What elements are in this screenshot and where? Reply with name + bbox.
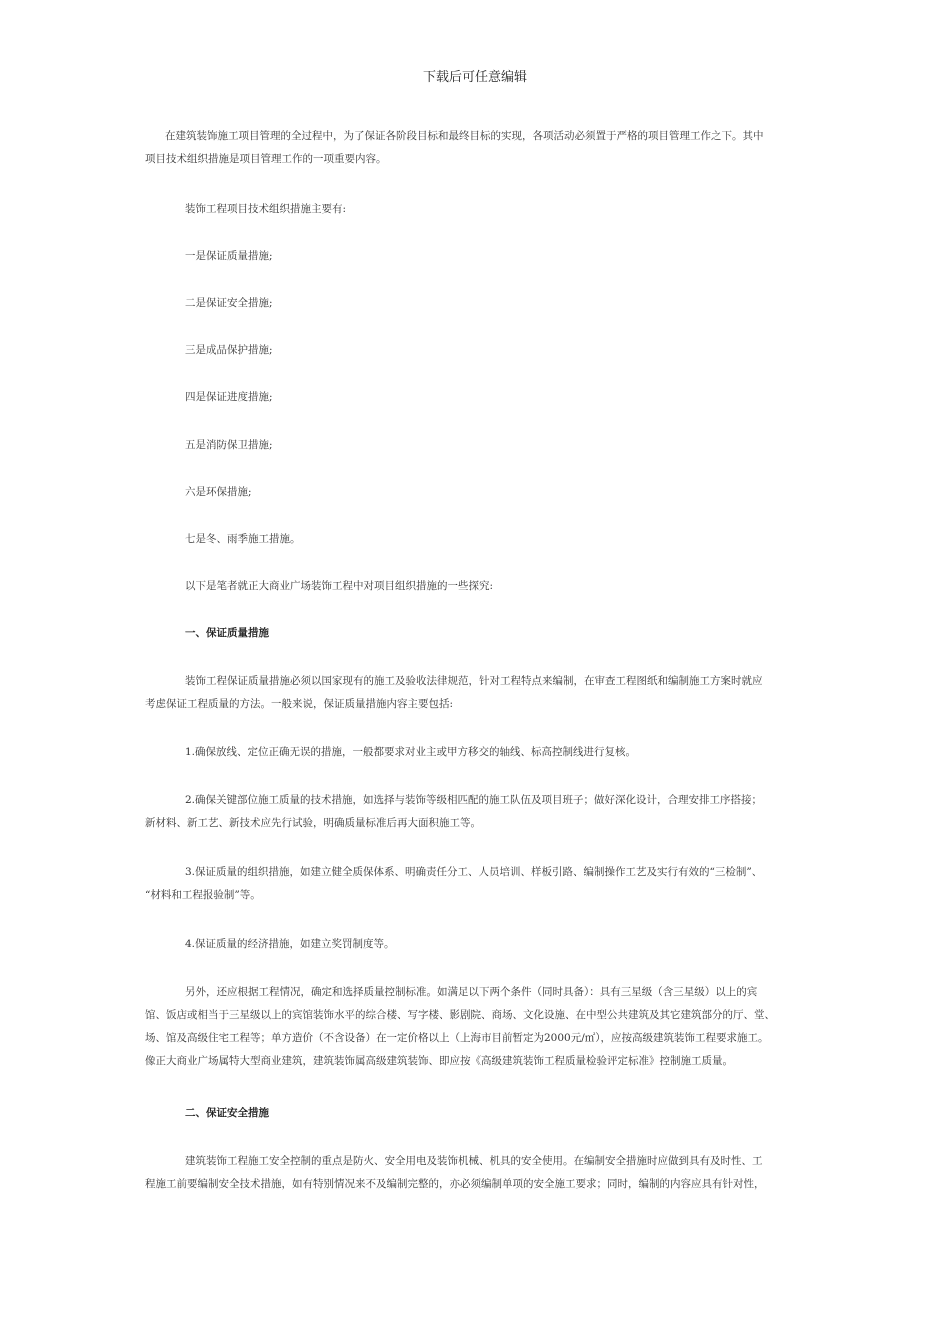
paragraph-line: 考虑保证工程质量的方法。一般来说，保证质量措施内容主要包括: [145,698,454,710]
quality-item-1: 1.确保放线、定位正确无误的措施，一般都要求对业主或甲方移交的轴线、标高控制线进行复核。 [185,746,637,758]
measure-item: 二是保证安全措施; [185,297,273,309]
paragraph-line: 另外，还应根据工程情况，确定和选择质量控制标准。如满足以下两个条件（同时具备）：具有三星级（含三星级）以上的宾 [185,986,758,998]
quality-item-2 [145,789,810,835]
quality-item-3 [145,861,810,907]
measure-item: 五是消防保卫措施; [185,439,273,451]
paragraph-line: 程施工前要编制安全技术措施，如有特别情况来不及编制完整的，亦必须编制单项的安全施工要求；同时，编制的内容应具有针对性， [145,1178,765,1190]
quality-standard-paragraph [145,981,810,1073]
quality-item-4: 4.保证质量的经济措施，如建立奖罚制度等。 [185,938,395,950]
page-header: 下载后可任意编辑 [422,70,527,85]
intro-line: 在建筑装饰施工项目管理的全过程中，为了保证各阶段目标和最终目标的实现，各项活动必须置于严格的项目管理工作之下。其中 [165,130,764,142]
quality-paragraph [145,670,810,716]
measure-item: 三是成品保护措施; [185,344,273,356]
measure-item: 七是冬、雨季施工措施。 [185,533,301,545]
measure-item: 四是保证进度措施; [185,391,273,403]
paragraph-line: 3.保证质量的组织措施，如建立健全质保体系、明确责任分工、人员培训、样板引路、编制操作工艺及实行有效的“三检制”、 [185,866,763,878]
paragraph-line: 建筑装饰工程施工安全控制的重点是防火、安全用电及装饰机械、机具的安全使用。在编制安全措施时应做到具有及时性、工 [185,1155,763,1167]
measure-item: 六是环保措施; [185,486,252,498]
paragraph-line: 装饰工程保证质量措施必须以国家现有的施工及验收法律规范，针对工程特点来编制，在审查工程图纸和编制施工方案时就应 [185,675,763,687]
measure-item: 一是保证质量措施; [185,250,273,262]
intro-paragraph [145,125,810,171]
intro-line: 项目技术组织措施是项目管理工作的一项重要内容。 [145,153,387,165]
paragraph-line: 新材料、新工艺、新技术应先行试验，明确质量标准后再大面积施工等。 [145,817,481,829]
paragraph-line: 2.确保关键部位施工质量的技术措施，如选择与装饰等级相匹配的施工队伍及项目班子；做好深化设计，合理安排工序搭接； [185,794,763,806]
section-heading-quality: 一、保证质量措施 [185,627,269,639]
safety-paragraph [145,1150,810,1196]
paragraph-line: “材料和工程报验制”等。 [145,889,261,901]
paragraph-line: 像正大商业广场属特大型商业建筑，建筑装饰属高级建筑装饰、即应按《高级建筑装饰工程质量检验评定标准》控制施工质量。 [145,1055,733,1067]
measures-intro: 装饰工程项目技术组织措施主要有: [185,203,347,215]
section-heading-safety: 二、保证安全措施 [185,1107,269,1119]
paragraph-line: 场、馆及高级住宅工程等；单方造价（不含设备）在一定价格以上（上海市目前暂定为2000元/㎡），应按高级建筑装饰工程要求施工。 [145,1032,769,1044]
discussion-intro: 以下是笔者就正大商业广场装饰工程中对项目组织措施的一些探究: [185,580,494,592]
paragraph-line: 馆、饭店或相当于三星级以上的宾馆装饰水平的综合楼、写字楼、影剧院、商场、文化设施、在中型公共建筑及其它建筑部分的厅、堂、 [145,1009,775,1021]
